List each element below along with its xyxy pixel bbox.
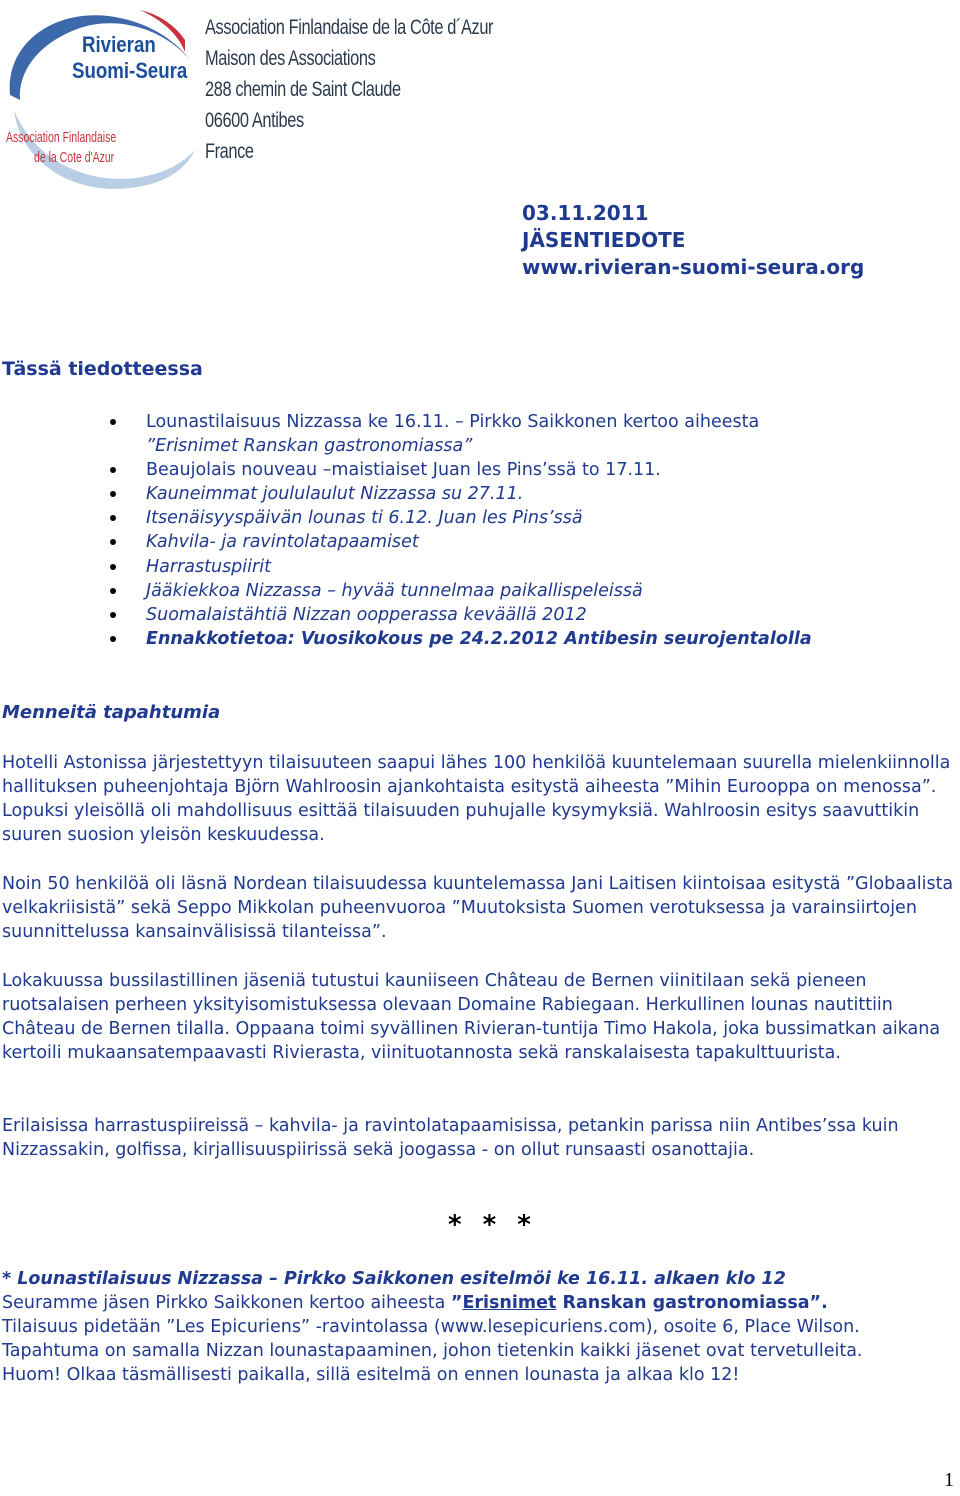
toc-item	[0, 603, 812, 627]
logo-sub-line2: de la Cote d'Azur	[34, 148, 115, 166]
bullet-icon	[110, 636, 116, 642]
address-line: 288 chemin de Saint Claude	[205, 78, 401, 101]
lunch-topic-underlined: Erisnimet	[462, 1293, 557, 1314]
paragraph-text: Hotelli Astonissa järjestettyyn tilaisuuteen saapui lähes 100 henkilöä kuuntelemaan suurella mielenkiinnolla hallituksen puheenjohtaja Björn Wahlroosin ajankohtaista esitystä aiheesta ”Mihin Eurooppa on menossa”. Lopuksi yleisöllä oli mahdollisuus esittää tilaisuuden puhujalle kysymyksiä. Wahlroosin esitys saavuttikin suuren suosion yleisön keskuudessa.	[2, 753, 951, 846]
page-number: 1	[944, 1469, 954, 1491]
past-events-paragraph	[2, 969, 958, 1065]
toc-item-text: Lounastilaisuus Nizzassa ke 16.11. – Pirkko Saikkonen kertoo aiheesta	[146, 412, 760, 432]
lunch-venue: Tilaisuus pidetään ”Les Epicuriens” -ravintolassa (www.lesepicuriens.com), osoite 6, Place Wilson. Tapahtuma on samalla Nizzan lounastapaaminen, johon tietenkin kaikki jäsenet ovat tervetulleita.	[2, 1317, 863, 1362]
bullet-icon	[110, 467, 116, 473]
lunch-heading: * Lounastilaisuus Nizzassa – Pirkko Saikkonen esitelmöi ke 16.11. alkaen klo 12	[2, 1269, 786, 1289]
logo-brand-line1: Rivieran	[82, 33, 156, 58]
bullet-icon	[110, 419, 116, 425]
lunch-intro-text: Seuramme jäsen Pirkko Saikkonen kertoo aiheesta	[2, 1293, 451, 1314]
toc-item	[0, 579, 812, 603]
toc-title: Tässä tiedotteessa	[2, 358, 203, 380]
past-events-paragraph	[2, 751, 958, 847]
logo-sub-line1: Association Finlandaise	[6, 128, 117, 146]
lunch-section	[2, 1267, 958, 1387]
toc-item	[0, 555, 812, 579]
address-line: Maison des Associations	[205, 47, 376, 70]
logo-brand-line2: Suomi-Seura	[72, 59, 188, 84]
toc-item	[0, 627, 812, 651]
toc-item	[0, 530, 812, 554]
toc-list	[0, 410, 812, 651]
address-line: Association Finlandaise de la Côte d´Azur	[205, 16, 494, 39]
letterhead	[0, 0, 494, 200]
bullet-icon	[110, 539, 116, 545]
toc-item	[0, 410, 812, 458]
association-logo-icon	[0, 0, 200, 200]
lunch-intro	[2, 1291, 958, 1315]
past-events-paragraph	[2, 872, 958, 944]
address-line: 06600 Antibes	[205, 109, 304, 132]
toc-item-text: Ennakkotietoa: Vuosikokous pe 24.2.2012 Antibesin seurojentalolla	[146, 628, 812, 649]
quote-mark: ”	[450, 1293, 463, 1314]
lunch-note: Huom! Olkaa täsmällisesti paikalla, sillä esitelmä on ennen lounasta ja alkaa klo 12!	[2, 1365, 740, 1386]
bullet-icon	[110, 612, 116, 618]
toc-item-text-cont: ”Erisnimet Ranskan gastronomiassa”	[146, 436, 473, 457]
toc-item-text: Jääkiekkoa Nizzassa – hyvää tunnelmaa paikallispeleissä	[146, 580, 643, 601]
website-link[interactable]: www.rivieran-suomi-seura.org	[522, 255, 865, 279]
bulletin-date: 03.11.2011	[522, 201, 649, 225]
bullet-icon	[110, 588, 116, 594]
toc-item-text: Itsenäisyyspäivän lounas ti 6.12. Juan les Pins’ssä	[146, 508, 583, 529]
bullet-icon	[110, 564, 116, 570]
toc-item	[0, 458, 812, 482]
paragraph-text: Erilaisissa harrastuspiireissä – kahvila- ja ravintolatapaamisissa, petankin parissa niin Antibes’ssa kuin Nizzassakin, golfissa, kirjallisuuspiirissä sekä joogassa - on ollut runsaasti osanottajia.	[2, 1116, 899, 1161]
bullet-icon	[110, 515, 116, 521]
past-events-heading: Menneitä tapahtumia	[2, 702, 221, 723]
bullet-icon	[110, 491, 116, 497]
toc-item-text: Harrastuspiirit	[146, 556, 271, 577]
address-line: France	[205, 140, 254, 163]
section-separator: * * *	[448, 1210, 537, 1240]
toc-item-text: Kahvila- ja ravintolatapaamiset	[146, 532, 419, 553]
bulletin-type: JÄSENTIEDOTE	[522, 228, 686, 252]
toc-item-text: Kauneimmat joululaulut Nizzassa su 27.11.	[146, 484, 524, 505]
paragraph-text: Lokakuussa bussilastillinen jäseniä tutustui kauniiseen Château de Bernen viinitilaan sekä pieneen ruotsalaisen perheen yksityisomistuksessa olevaan Domaine Rabiegaan. Herkullinen lounas nautittiin Château de Bernen tilalla. Oppaana toimi syvällinen Rivieran-tuntija Timo Hakola, joka bussimatkan aikana kertoili mukaansatempaavasti Rivierasta, viinituotannosta sekä ranskalaisesta tapakulttuurista.	[2, 971, 941, 1064]
toc-item	[0, 506, 812, 530]
toc-item	[0, 482, 812, 506]
past-events-paragraph	[2, 1114, 958, 1162]
lunch-topic-rest: Ranskan gastronomiassa”.	[556, 1293, 828, 1314]
toc-item-text: Beaujolais nouveau –maistiaiset Juan les Pins’ssä to 17.11.	[146, 460, 661, 481]
bulletin-meta	[522, 200, 864, 281]
paragraph-text: Noin 50 henkilöä oli läsnä Nordean tilaisuudessa kuuntelemassa Jani Laitisen kiintoisaa esitystä ”Globaalista velkakriisistä” sekä Seppo Mikkolan puheenvuoroa ”Muutoksista Suomen verotuksessa ja varainsiirtojen suunnittelussa kansainvälisissä tilanteissa”.	[2, 874, 954, 943]
address-block	[205, 12, 493, 167]
toc-item-text: Suomalaistähtiä Nizzan oopperassa keväällä 2012	[146, 604, 587, 625]
